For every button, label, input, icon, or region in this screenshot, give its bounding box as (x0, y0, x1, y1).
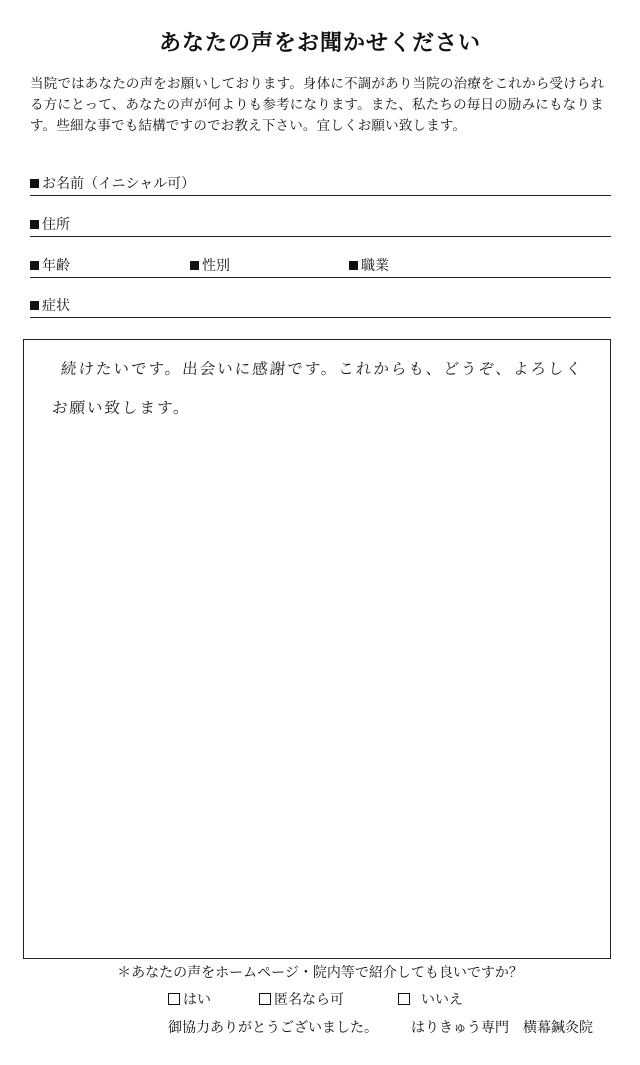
form-title: あなたの声をお聞かせください (158, 31, 481, 56)
square-bullet-icon (30, 179, 39, 188)
age-field[interactable] (30, 255, 70, 275)
option-yes-label: はい (183, 992, 211, 1008)
checkbox-icon[interactable] (168, 993, 180, 1005)
age-gender-occupation-row (30, 255, 611, 278)
square-bullet-icon (349, 261, 358, 270)
thanks-text: 御協力ありがとうございました。 (168, 1020, 378, 1036)
checkbox-icon[interactable] (398, 993, 410, 1005)
gender-label: 性別 (202, 258, 230, 274)
address-label: 住所 (42, 217, 70, 233)
comment-line-1: 続けたいです。出会いに感謝です。これからも、どうぞ、よろしく (60, 360, 584, 378)
intro-text: 当院ではあなたの声をお願いしております。身体に不調があり当院の治療をこれから受けられる方にとって、あなたの声が何よりも参考になります。また、私たちの毎日の励みにもなります。些細な事でも結構ですのでお教え下さい。宜しくお願い致します。 (30, 76, 605, 134)
address-field[interactable] (30, 214, 70, 234)
occupation-label: 職業 (361, 258, 389, 274)
symptom-row (30, 295, 611, 318)
option-no[interactable] (398, 989, 463, 1009)
symptom-field[interactable] (30, 295, 70, 315)
address-row (30, 214, 611, 237)
name-label: お名前（イニシャル可） (42, 176, 196, 192)
clinic-name: はりきゅう専門 横幕鍼灸院 (411, 1020, 593, 1036)
comment-line-2: お願い致します。 (51, 399, 192, 417)
square-bullet-icon (190, 261, 199, 270)
option-yes[interactable] (168, 989, 211, 1009)
checkbox-icon[interactable] (259, 993, 271, 1005)
option-anonymous[interactable] (259, 989, 344, 1009)
square-bullet-icon (30, 301, 39, 310)
symptom-label: 症状 (42, 298, 70, 314)
option-no-label: いいえ (421, 992, 463, 1008)
comment-box[interactable] (23, 339, 611, 959)
square-bullet-icon (30, 261, 39, 270)
name-row (30, 173, 611, 196)
age-label: 年齢 (42, 258, 70, 274)
gender-field[interactable] (190, 255, 230, 275)
publish-consent-question: ＊あなたの声をホームページ・院内等で紹介しても良いですか？ (117, 965, 523, 981)
occupation-field[interactable] (349, 255, 389, 275)
option-anonymous-label: 匿名なら可 (274, 992, 344, 1008)
name-field[interactable] (30, 173, 195, 193)
square-bullet-icon (30, 220, 39, 229)
